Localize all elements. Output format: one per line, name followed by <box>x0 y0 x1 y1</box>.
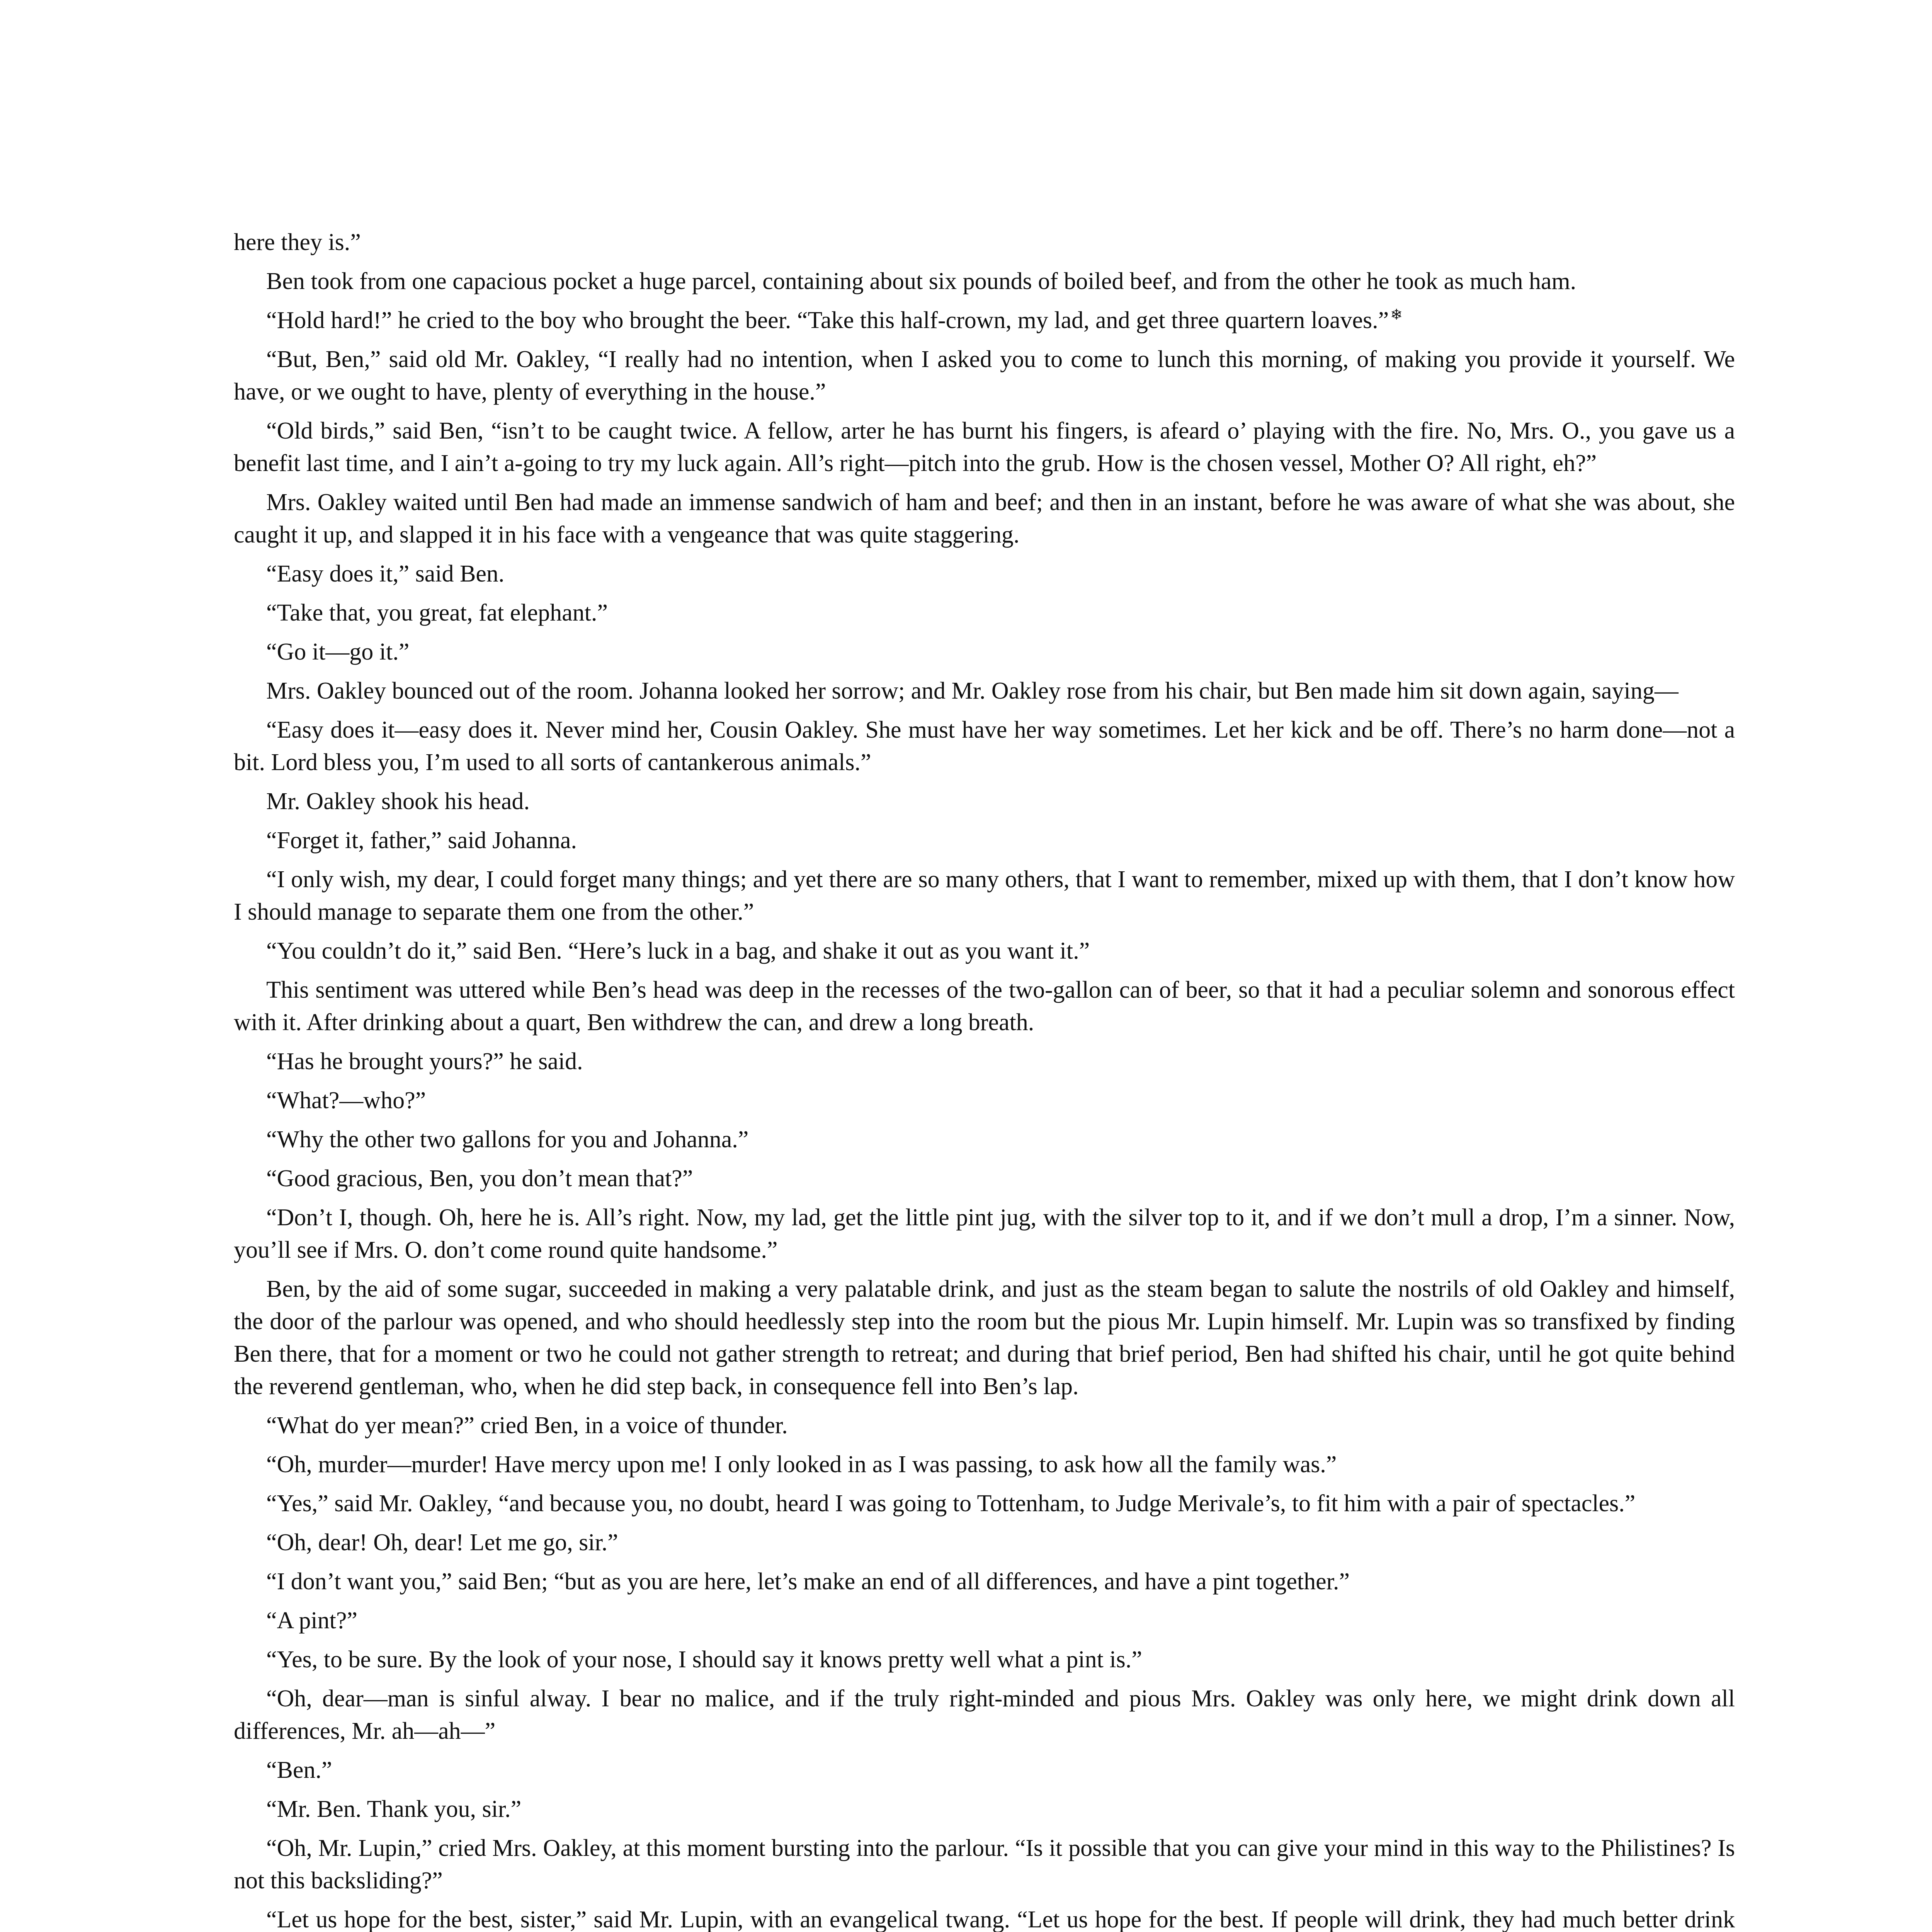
paragraph: “But, Ben,” said old Mr. Oakley, “I really had no intention, when I asked you to come to lunch this morning, of making you provide it yourself. We have, or we ought to have, plenty of everything in the house.” <box>234 346 1735 405</box>
paragraph: “Has he brought yours?” he said. <box>266 1048 583 1075</box>
paragraph: “Why the other two gallons for you and Johanna.” <box>266 1126 749 1153</box>
footnote-marker-icon[interactable]: ❄ <box>1390 307 1403 323</box>
body-text <box>234 226 1735 1932</box>
paragraph: “Yes, to be sure. By the look of your nose, I should say it knows pretty well what a pint is.” <box>266 1646 1142 1673</box>
paragraph: here they is.” <box>234 229 361 255</box>
paragraph: “Oh, dear—man is sinful alway. I bear no malice, and if the truly right-minded and pious Mrs. Oakley was only here, we might drink down all differences, Mr. ah—ah—” <box>234 1685 1735 1744</box>
paragraph: “Don’t I, though. Oh, here he is. All’s right. Now, my lad, get the little pint jug, with the silver top to it, and if we don’t mull a drop, I’m a sinner. Now, you’ll see if Mrs. O. don’t come round quite handsome.” <box>234 1204 1735 1263</box>
paragraph: “Good gracious, Ben, you don’t mean that?” <box>266 1165 693 1192</box>
paragraph: “I only wish, my dear, I could forget many things; and yet there are so many others, that I want to remember, mixed up with them, that I don’t know how I should manage to separate them one from the other.” <box>234 866 1735 925</box>
paragraph: “Mr. Ben. Thank you, sir.” <box>266 1796 522 1822</box>
paragraph: “What do yer mean?” cried Ben, in a voice of thunder. <box>266 1412 788 1439</box>
paragraph: “Take that, you great, fat elephant.” <box>266 600 608 626</box>
paragraph <box>234 304 1735 337</box>
paragraph: “Yes,” said Mr. Oakley, “and because you, no doubt, heard I was going to Tottenham, to Judge Merivale’s, to fit him with a pair of spectacles.” <box>266 1490 1636 1517</box>
paragraph: “Old birds,” said Ben, “isn’t to be caught twice. A fellow, arter he has burnt his fingers, is afeard o’ playing with the fire. No, Mrs. O., you gave us a benefit last time, and I ain’t a-going to try my luck again. All’s right—pitch into the grub. How is the chosen vessel, Mother O? All right, eh?” <box>234 418 1735 476</box>
paragraph: “I don’t want you,” said Ben; “but as you are here, let’s make an end of all differences, and have a pint together.” <box>266 1568 1350 1595</box>
paragraph: “Oh, dear! Oh, dear! Let me go, sir.” <box>266 1529 618 1556</box>
paragraph: Mr. Oakley shook his head. <box>266 788 530 815</box>
paragraph: “Oh, Mr. Lupin,” cried Mrs. Oakley, at this moment bursting into the parlour. “Is it possible that you can give your mind in this way to the Philistines? Is not this backsliding?” <box>234 1835 1735 1894</box>
paragraph: Ben, by the aid of some sugar, succeeded in making a very palatable drink, and just as the steam began to salute the nostrils of old Oakley and himself, the door of the parlour was opened, and who should heedlessly step into the room but the pious Mr. Lupin himself. Mr. Lupin was so transfixed by finding Ben there, that for a moment or two he could not gather strength to retreat; and during that brief period, Ben had shifted his chair, until he got quite behind the reverend gentleman, who, when he did step back, in consequence fell into Ben’s lap. <box>234 1276 1735 1400</box>
paragraph: Mrs. Oakley waited until Ben had made an immense sandwich of ham and beef; and then in an instant, before he was aware of what she was about, she caught it up, and slapped it in his face with a vengeance that was quite staggering. <box>234 489 1735 548</box>
paragraph: Mrs. Oakley bounced out of the room. Johanna looked her sorrow; and Mr. Oakley rose from his chair, but Ben made him sit down again, saying— <box>266 678 1679 704</box>
paragraph: “Go it—go it.” <box>266 639 410 665</box>
paragraph: Ben took from one capacious pocket a huge parcel, containing about six pounds of boiled beef, and from the other he took as much ham. <box>266 268 1577 294</box>
paragraph: “Easy does it,” said Ben. <box>266 561 505 587</box>
paragraph: “Ben.” <box>266 1757 332 1783</box>
paragraph: “What?—who?” <box>266 1087 426 1114</box>
paragraph: “Oh, murder—murder! Have mercy upon me! I only looked in as I was passing, to ask how all the family was.” <box>266 1451 1337 1478</box>
paragraph: “Easy does it—easy does it. Never mind her, Cousin Oakley. She must have her way sometimes. Let her kick and be off. There’s no harm done—not a bit. Lord bless you, I’m used to all sorts of cantankerous animals.” <box>234 717 1735 776</box>
paragraph: “Let us hope for the best, sister,” said Mr. Lupin, with an evangelical twang. “Let us hope for the best. If people will drink, they had much better drink <box>266 1906 1735 1932</box>
paragraph: This sentiment was uttered while Ben’s head was deep in the recesses of the two-gallon can of beer, so that it had a peculiar solemn and sonorous effect with it. After drinking about a quart, Ben withdrew the can, and drew a long breath. <box>234 977 1735 1036</box>
paragraph: “A pint?” <box>266 1607 357 1634</box>
paragraph: “You couldn’t do it,” said Ben. “Here’s luck in a bag, and shake it out as you want it.” <box>266 938 1090 964</box>
paragraph: “Forget it, father,” said Johanna. <box>266 827 577 854</box>
paragraph-text: “Hold hard!” he cried to the boy who brought the beer. “Take this half-crown, my lad, and get three quartern loaves.” <box>266 307 1389 333</box>
